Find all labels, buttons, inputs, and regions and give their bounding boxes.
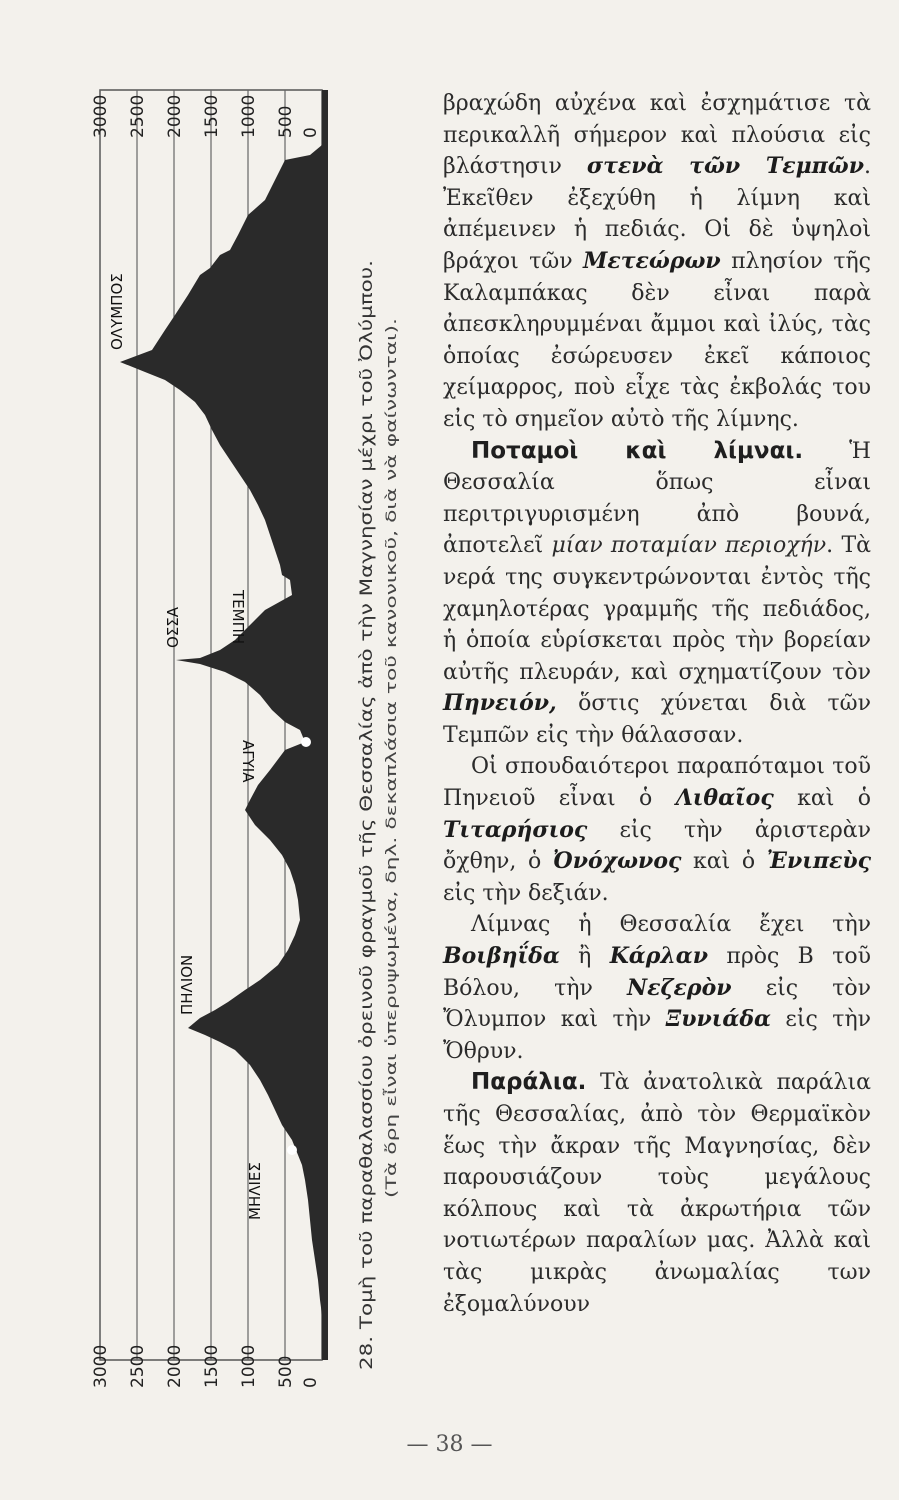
svg-text:2500: 2500	[128, 94, 148, 138]
peak-label-pilion: ΠΗΛΙΟΝ	[178, 954, 196, 1015]
paragraph: Ποταμοὶ καὶ λίμναι. Ἡ Θεσσαλία ὅπως εἶναι περιτριγυρισμένη ἀπὸ βουνά, ἀποτελεῖ μίαν ποταμίαν περιοχήν. Τὰ νερά της συγκεντρώνονται ἐντὸς τῆς χαμηλοτέρας γραμμῆς τῆς πεδιάδος, ἡ ὁποία εὑρίσκεται πρὸς τὴν βορείαν αὐτῆς πλευράν, καὶ σχηματίζουν τὸν Πηνειόν, ὅστις χύνεται διὰ τῶν Τεμπῶν εἰς τὴν θάλασσαν.	[443, 437, 871, 748]
svg-text:500: 500	[276, 105, 296, 138]
svg-text:500: 500	[276, 1355, 296, 1388]
peak-label-ossa: ΟΣΣΑ	[164, 606, 182, 648]
svg-text:1000: 1000	[239, 94, 259, 138]
svg-text:3000: 3000	[91, 94, 111, 138]
text-column	[443, 88, 871, 1320]
svg-text:0: 0	[301, 127, 321, 138]
peak-marker	[301, 737, 311, 747]
paragraph: βραχώδη αὐχένα καὶ ἐσχημάτισε τὰ περικαλλῆ σήμερον καὶ πλούσια εἰς βλάστησιν στενὰ τῶν Τεμπῶν. Ἐκεῖθεν ἐξεχύθη ἡ λίμνη καὶ ἀπέμεινεν ἡ πεδιάς. Οἱ δὲ ὑψηλοὶ βράχοι τῶν Μετεώρων πλησίον τῆς Καλαμπάκας δὲν εἶναι παρὰ ἀπεσκληρυμμέναι ἄμμοι καὶ ἰλύς, τὰς ὁποίας ἐσώρευσεν ἐκεῖ κάποιος χείμαρρος, ποὺ εἶχε τὰς ἐκβολάς του εἰς τὸ σημεῖον αὐτὸ τῆς λίμνης.	[443, 91, 871, 432]
profile-graphic	[60, 50, 410, 1390]
peak-label-milies: ΜΗΛΙΕΣ	[246, 1162, 264, 1220]
paragraph: Λίμνας ἡ Θεσσαλία ἔχει τὴν Βοιβηΐδα ἢ Κάρλαν πρὸς Β τοῦ Βόλου, τὴν Νεζερὸν εἰς τὸν Ὄλυμπον καὶ τὴν Ξυνιάδα εἰς τὴν Ὄθρυν.	[443, 912, 871, 1064]
svg-text:2000: 2000	[165, 1344, 185, 1388]
svg-text:1500: 1500	[202, 1344, 222, 1388]
svg-text:2000: 2000	[165, 94, 185, 138]
figure-caption-note: (Τὰ ὄρη εἶναι ὑπερυψωμένα, δηλ. δεκαπλάσια τοῦ κανονικοῦ, διὰ νὰ φαίνωνται).	[384, 633, 400, 1198]
svg-text:3000: 3000	[91, 1344, 111, 1388]
peak-label-olympos: ΟΛΥΜΠΟΣ	[108, 273, 126, 350]
paragraph: Οἱ σπουδαιότεροι παραπόταμοι τοῦ Πηνειοῦ εἶναι ὁ Λιθαῖος καὶ ὁ Τιταρήσιος εἰς τὴν ἀριστερὰν ὄχθην, ὁ Ὀνόχωνος καὶ ὁ Ἐνιπεὺς εἰς τὴν δεξιάν.	[443, 754, 871, 906]
svg-text:1000: 1000	[239, 1344, 259, 1388]
svg-text:0: 0	[301, 1377, 321, 1388]
section-heading: Ποταμοὶ καὶ λίμναι.	[471, 437, 804, 464]
peak-marker	[287, 1145, 297, 1155]
peak-label-tempi: ΤΕΜΠΗ	[229, 590, 247, 645]
page-number: — 38 —	[406, 1432, 493, 1457]
figure-caption: 28. Τομὴ τοῦ παραθαλασσίου ὀρεινοῦ φραγμοῦ τῆς Θεσσαλίας ἀπὸ τὴν Μαγνησίαν μέχρι τοῦ Ὀλύμπου.	[357, 489, 377, 1370]
axis-ticks-bottom	[91, 1345, 321, 1388]
mountain-profile	[120, 90, 328, 1360]
svg-text:2500: 2500	[128, 1344, 148, 1388]
svg-text:1500: 1500	[202, 94, 222, 138]
paragraph: Παράλια. Τὰ ἀνατολικὰ παράλια τῆς Θεσσαλίας, ἀπὸ τὸν Θερμαϊκὸν ἕως τὴν ἄκραν τῆς Μαγνησίας, δὲν παρουσιάζουν τοὺς μεγάλους κόλπους καὶ τὰ ἀκρωτήρια τῶν νοτιωτέρων παραλίων μας. Ἀλλὰ καὶ τὰς μικρὰς ἀνωμαλίας των ἐξομαλύνουν	[443, 1069, 871, 1317]
elevation-profile-figure	[60, 50, 410, 1390]
peak-label-agyia: ΑΓΥΙΑ	[239, 740, 257, 783]
axis-ticks-top	[91, 95, 321, 138]
section-heading: Παράλια.	[471, 1069, 587, 1096]
